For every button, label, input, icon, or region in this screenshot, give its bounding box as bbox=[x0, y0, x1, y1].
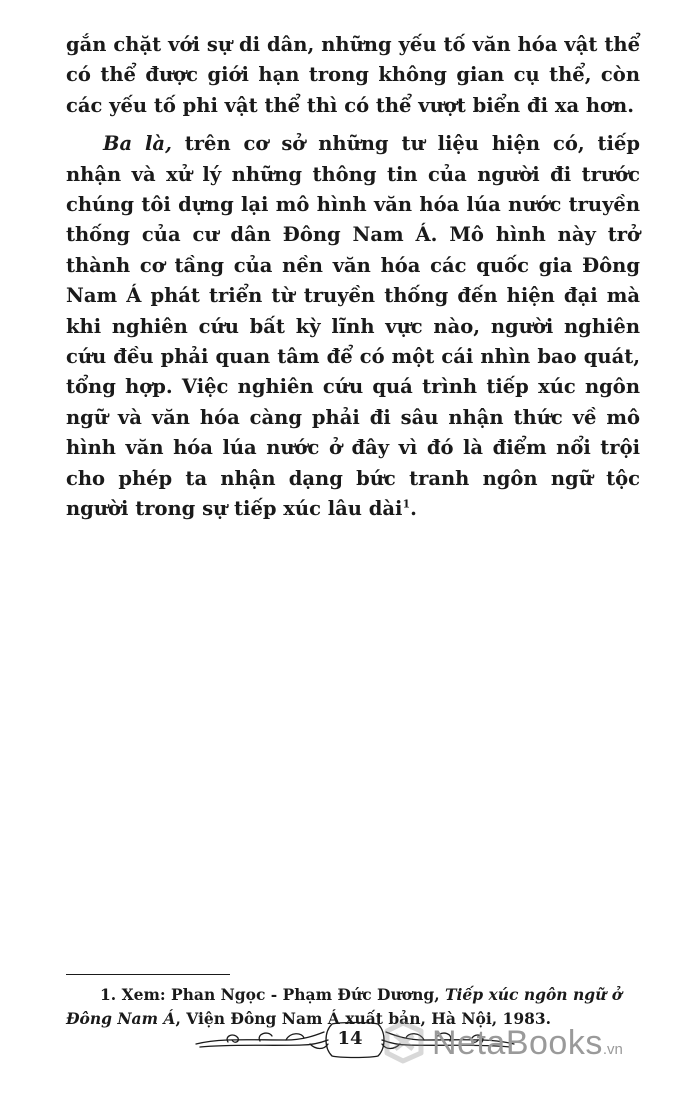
paragraph-lead-italic: Ba là, bbox=[103, 132, 172, 156]
footnote-reference: 1 bbox=[402, 497, 411, 511]
body-text bbox=[66, 30, 640, 525]
paragraph-end: . bbox=[410, 497, 417, 521]
watermark-suffix: .vn bbox=[602, 1041, 623, 1058]
footnote-prefix: Xem: Phan Ngọc - Phạm Đức Dương, bbox=[116, 985, 445, 1004]
paragraph-text: trên cơ sở những tư liệu hiện có, tiếp nhận và xử lý những thông tin của người đi trước chúng tôi dựng lại mô hình văn hóa lúa nước truyền thống của cư dân Đông Nam Á. Mô hình này trở thành cơ tầng của nền văn hóa các quốc gia Đông Nam Á phát triển từ truyền thống đến hiện đại mà khi nghiên cứu bất kỳ lĩnh vực nào, người nghiên cứu đều phải quan tâm để có một cái nhìn bao quát, tổng hợp. Việc nghiên cứu quá trình tiếp xúc ngôn ngữ và văn hóa càng phải đi sâu nhận thức về mô hình văn hóa lúa nước ở đây vì đó là điểm nổi trội cho phép ta nhận dạng bức tranh ngôn ngữ tộc người trong sự tiếp xúc lâu dài bbox=[66, 132, 640, 521]
page-number: 14 bbox=[337, 1028, 363, 1049]
paragraph-ba-la bbox=[66, 129, 640, 524]
watermark-text bbox=[432, 1026, 623, 1067]
paragraph-continued: gắn chặt với sự di dân, những yếu tố văn hóa vật thể có thể được giới hạn trong không gian cụ thể, còn các yếu tố phi vật thể thì có thể vượt biển đi xa hơn. bbox=[66, 33, 640, 117]
footnote-title: Tiếp xúc ngôn ngữ ở Đông Nam Á bbox=[66, 985, 623, 1028]
footnote-suffix: , Viện Đông Nam Á xuất bản, Hà Nội, 1983. bbox=[175, 1009, 552, 1028]
footnote-separator bbox=[66, 974, 230, 975]
footnote-number: 1. bbox=[100, 985, 117, 1004]
watermark-name: NetaBooks bbox=[432, 1024, 603, 1062]
